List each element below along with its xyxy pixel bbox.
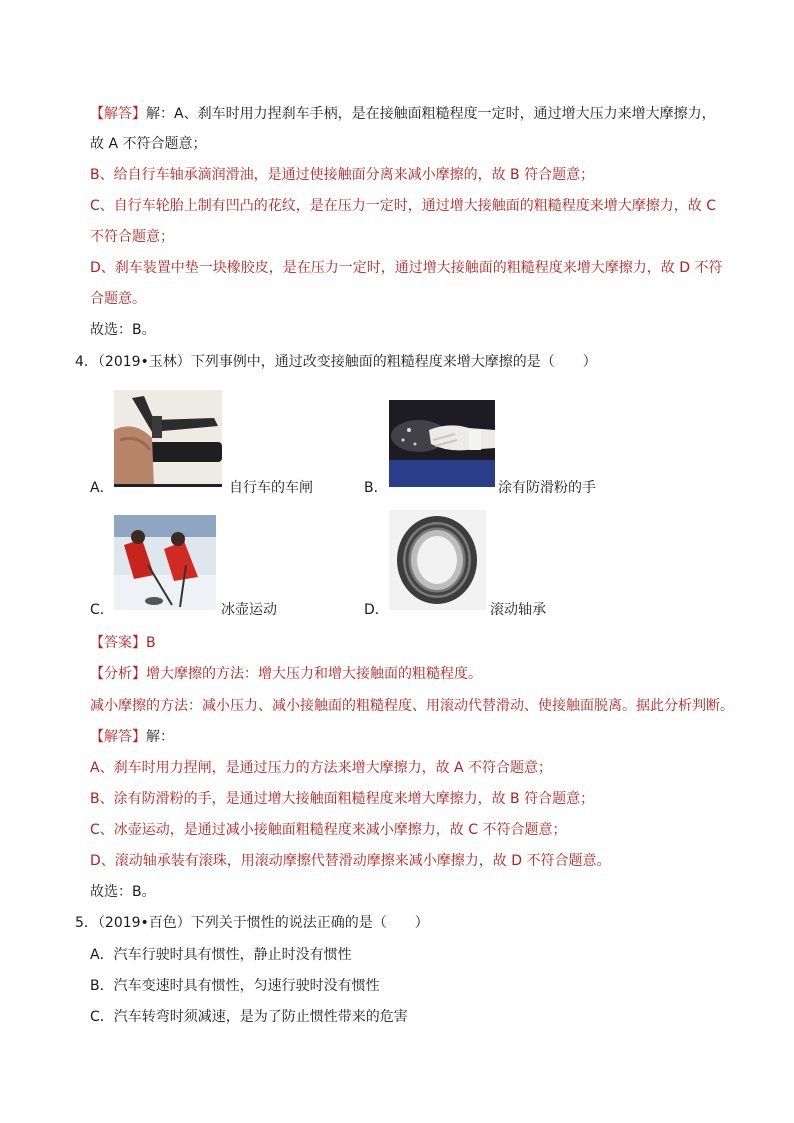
answer-line <box>90 633 156 653</box>
choice-line: 故选：B。 <box>90 884 156 900</box>
analysis-line-1: 【分析】增大摩擦的方法：增大压力和增大接触面的粗糙程度。 <box>90 666 482 682</box>
option-a-label: A． <box>90 480 114 496</box>
answer-tag: 【答案】 <box>90 635 146 651</box>
solution-tag: 【解答】 <box>90 106 146 122</box>
ball-bearing-photo <box>389 510 486 610</box>
analysis-tag: 【分析】 <box>90 666 146 682</box>
prev-solution-line-3: B、给自行车轴承滴润滑油，是通过使接触面分离来减小摩擦的，故 B 符合题意； <box>90 167 595 183</box>
option-b-caption: 涂有防滑粉的手 <box>498 480 596 496</box>
option-b-label: B． <box>364 480 388 496</box>
option-c-label: C． <box>90 602 114 618</box>
prev-solution-line-1: 【解答】解：A、刹车时用力捏刹车手柄，是在接触面粗糙程度一定时，通过增大压力来增大摩擦力， <box>90 106 716 122</box>
solution-line-d: D、滚动轴承装有滚珠，用滚动摩擦代替滑动摩擦来减小摩擦力，故 D 不符合题意。 <box>90 853 611 869</box>
question-5-option-c: C．汽车转弯时须减速，是为了防止惯性带来的危害 <box>90 1009 408 1025</box>
question-4-stem: 4．（2019•玉林）下列事例中，通过改变接触面的粗糙程度来增大摩擦的是（ ） <box>75 354 597 370</box>
answer-value: B <box>146 635 156 651</box>
option-d-label: D． <box>364 602 389 618</box>
bicycle-brake-photo <box>114 390 222 487</box>
solution-head-line: 【解答】解： <box>90 729 174 745</box>
solution-line-b: B、涂有防滑粉的手，是通过增大接触面粗糙程度来增大摩擦力，故 B 符合题意； <box>90 791 595 807</box>
prev-solution-line-6: D、刹车装置中垫一块橡胶皮，是在压力一定时，通过增大接触面的粗糙程度来增大摩擦力，故 D 不符 <box>90 260 723 276</box>
prev-solution-line-7: 合题意。 <box>90 291 146 307</box>
prev-solution-line-5: 不符合题意； <box>90 229 174 245</box>
solution-line-c: C、冰壶运动，是通过减小接触面粗糙程度来减小摩擦力，故 C 不符合题意； <box>90 822 567 838</box>
chalked-hands-photo <box>389 400 495 487</box>
solution-line-a: A、刹车时用力捏闸，是通过压力的方法来增大摩擦力，故 A 不符合题意； <box>90 760 553 776</box>
prev-choice-line: 故选：B。 <box>90 322 156 338</box>
question-5-option-a: A．汽车行驶时具有惯性，静止时没有惯性 <box>90 947 352 963</box>
question-5-stem: 5．（2019•百色）下列关于惯性的说法正确的是（ ） <box>75 915 429 931</box>
option-d-caption: 滚动轴承 <box>490 602 546 618</box>
analysis-line-2: 减小摩擦的方法：减小压力、减小接触面的粗糙程度、用滚动代替滑动、使接触面脱离。据此分析判断。 <box>90 698 734 714</box>
question-5-option-b: B．汽车变速时具有惯性，匀速行驶时没有惯性 <box>90 978 380 994</box>
curling-photo <box>114 515 216 610</box>
prev-solution-line-4: C、自行车轮胎上制有凹凸的花纹，是在压力一定时，通过增大接触面的粗糙程度来增大摩擦力，故 C <box>90 198 716 214</box>
option-a-caption: 自行车的车闸 <box>229 480 313 496</box>
solution-tag: 【解答】 <box>90 729 146 745</box>
prev-solution-line-2: 故 A 不符合题意； <box>90 136 207 152</box>
option-c-caption: 冰壶运动 <box>221 602 277 618</box>
